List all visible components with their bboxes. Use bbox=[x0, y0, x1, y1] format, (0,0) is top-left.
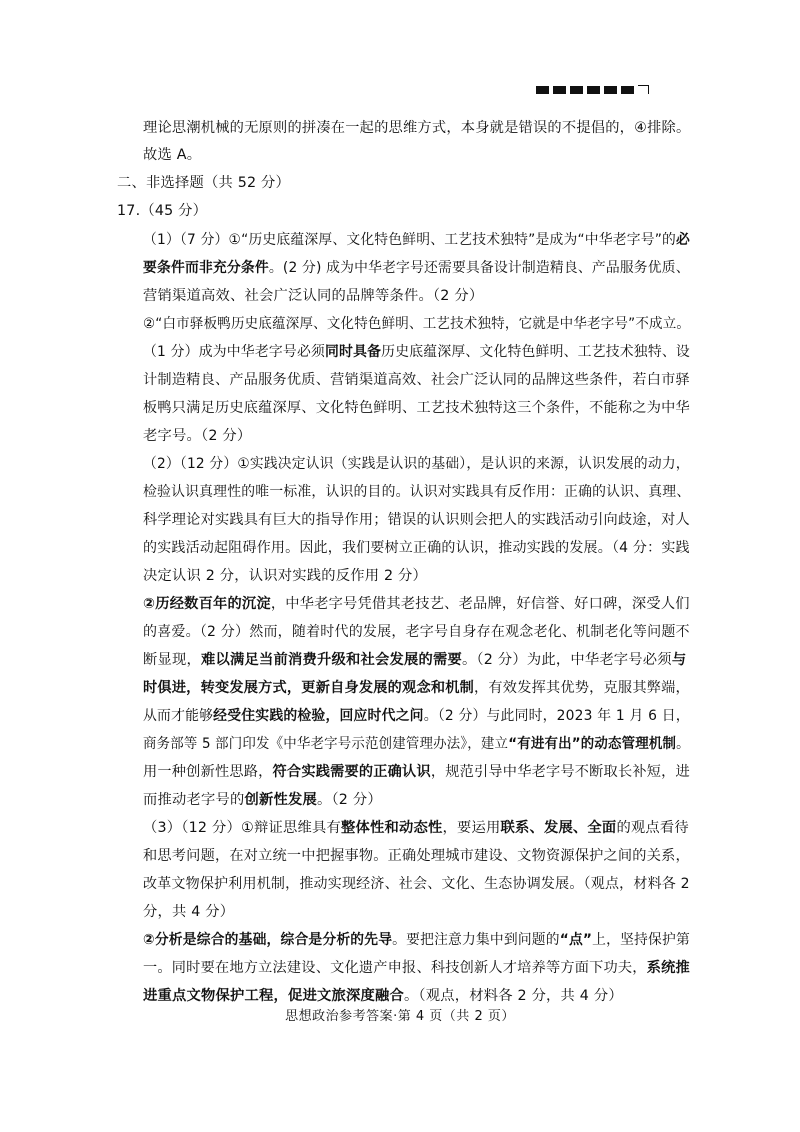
text-line bbox=[143, 986, 623, 1006]
text-line bbox=[143, 145, 201, 165]
text-line bbox=[143, 482, 690, 502]
section-heading bbox=[117, 173, 290, 193]
text-line bbox=[143, 930, 690, 950]
text-line bbox=[143, 762, 690, 782]
bold-text: 系统推 bbox=[646, 960, 690, 976]
text-line bbox=[143, 846, 690, 866]
text-line bbox=[143, 454, 690, 474]
text-line bbox=[143, 426, 251, 446]
bold-text: 联系、发展、全面 bbox=[500, 820, 617, 836]
bold-text: “点” bbox=[559, 932, 593, 948]
text-segment: 17.（45 分） bbox=[117, 203, 208, 219]
header-mark bbox=[536, 86, 549, 94]
text-segment: 分，共 4 分） bbox=[143, 904, 235, 920]
bold-text: 创新性发展 bbox=[244, 792, 317, 808]
text-line bbox=[143, 118, 690, 138]
text-segment: 老字号。（2 分） bbox=[143, 428, 252, 444]
text-segment: （2）（12 分）①实践决定认识（实践是认识的基础），是认识的来源，认识发展的动力， bbox=[143, 456, 690, 472]
bold-text: 符合实践需要的正确认识 bbox=[272, 764, 431, 780]
header-mark bbox=[587, 86, 600, 94]
text-segment: 科学理论对实践具有巨大的指导作用；错误的认识则会把人的实践活动引向歧途，对人 bbox=[143, 512, 690, 528]
page-footer: 思想政治参考答案·第 4 页（共 2 页） bbox=[285, 1009, 515, 1024]
text-line bbox=[143, 286, 483, 306]
text-segment: 改革文物保护利用机制，推动实现经济、社会、文化、生态协调发展。（观点，材料各 2 bbox=[143, 876, 690, 892]
text-line bbox=[143, 566, 427, 586]
text-segment: 理论思潮机械的无原则的拼凑在一起的思维方式，本身就是错误的不提倡的，④排除。 bbox=[143, 120, 691, 136]
text-segment: 用一种创新性思路， bbox=[143, 764, 273, 780]
text-segment: 而推动老字号的 bbox=[143, 792, 245, 808]
question-number bbox=[117, 201, 207, 221]
text-line bbox=[143, 902, 234, 922]
header-corner-mark bbox=[638, 85, 649, 94]
text-segment: 。(2 分) 成为中华老字号还需要具备设计制造精良、产品服务优质、 bbox=[268, 260, 690, 276]
text-segment: ，规范引导中华老字号不断取长补短，进 bbox=[430, 764, 690, 780]
text-segment: ，中华老字号凭借其老技艺、老品牌，好信誉、好口碑，深受人们 bbox=[270, 596, 690, 612]
bold-text: 进重点文物保护工程，促进文旅深度融合 bbox=[143, 988, 404, 1004]
text-line bbox=[143, 874, 690, 894]
bold-text: 整体性和动态性 bbox=[340, 820, 443, 836]
text-line bbox=[143, 650, 686, 670]
text-segment: 故选 A。 bbox=[143, 147, 202, 163]
text-segment: 决定认识 2 分，认识对实践的反作用 2 分） bbox=[143, 568, 428, 584]
text-segment: 从而才能够 bbox=[143, 708, 214, 724]
text-line bbox=[143, 314, 690, 334]
text-line bbox=[143, 734, 690, 754]
bold-text: 同时具备 bbox=[325, 344, 382, 360]
bold-text: ② bbox=[143, 596, 156, 612]
text-line bbox=[143, 342, 690, 362]
text-line bbox=[143, 538, 690, 558]
text-segment: 的喜爱。（2 分）然而，随着时代的发展，老字号自身存在观念老化、机制老化等问题不 bbox=[143, 624, 690, 640]
bold-text: 必 bbox=[676, 232, 691, 248]
bold-text: 历经数百年的沉淀 bbox=[155, 596, 271, 612]
text-segment: 营销渠道高效、社会广泛认同的品牌等条件。（2 分） bbox=[143, 288, 484, 304]
text-segment: （1）（7 分）①“历史底蕴深厚、文化特色鲜明、工艺技术独特”是成为“中华老字号”的 bbox=[143, 232, 677, 248]
text-segment: 上，坚持保护第 bbox=[592, 932, 690, 948]
bold-text: 与 bbox=[671, 652, 687, 668]
header-marks bbox=[536, 85, 649, 94]
text-line bbox=[143, 510, 690, 530]
text-segment: 。要把注意力集中到问题的 bbox=[392, 932, 560, 948]
text-segment: ，有效发挥其优势，克服其弊端， bbox=[474, 680, 690, 696]
text-segment: 检验认识真理性的唯一标准，认识的目的。认识对实践具有反作用：正确的认识、真理、 bbox=[143, 484, 691, 500]
header-mark bbox=[570, 86, 583, 94]
bold-text: 经受住实践的检验，回应时代之问 bbox=[213, 708, 424, 724]
text-segment: 板鸭只满足历史底蕴深厚、文化特色鲜明、工艺技术独特这三个条件，不能称之为中华 bbox=[143, 400, 690, 416]
text-segment: 断显现， bbox=[143, 652, 201, 668]
header-mark bbox=[621, 86, 634, 94]
header-mark bbox=[553, 86, 566, 94]
text-segment: 。 bbox=[676, 736, 690, 752]
text-segment: 历史底蕴深厚、文化特色鲜明、工艺技术独特、设 bbox=[381, 344, 690, 360]
text-line bbox=[143, 398, 690, 418]
text-segment: 二、非选择题（共 52 分） bbox=[117, 175, 291, 191]
text-segment: 和思考问题，在对立统一中把握事物。正确处理城市建设、文物资源保护之间的关系， bbox=[143, 848, 690, 864]
text-segment: 的观点看待 bbox=[616, 820, 689, 836]
bold-text: 要条件而非充分条件 bbox=[143, 260, 269, 276]
bold-text: “有进有出”的动态管理机制 bbox=[508, 736, 677, 752]
text-segment: 商务部等 5 部门印发《中华老字号示范创建管理办法》，建立 bbox=[143, 736, 509, 752]
text-line bbox=[143, 230, 690, 250]
text-segment: 。（2 分）与此同时，2023 年 1 月 6 日， bbox=[423, 708, 690, 724]
text-line bbox=[143, 790, 382, 810]
text-line bbox=[143, 818, 689, 838]
text-segment: 的实践活动起阻碍作用。因此，我们要树立正确的认识，推动实践的发展。（4 分：实践 bbox=[143, 540, 690, 556]
bold-text: ②分析是综合的基础，综合是分析的先导 bbox=[143, 932, 393, 948]
text-segment: 。（2 分） bbox=[316, 792, 382, 808]
bold-text: 难以满足当前消费升级和社会发展的需要 bbox=[201, 652, 462, 668]
text-segment: 计制造精良、产品服务优质、营销渠道高效、社会广泛认同的品牌这些条件，若白市驿 bbox=[143, 372, 690, 388]
text-segment: ，要运用 bbox=[442, 820, 501, 836]
text-line bbox=[143, 958, 690, 978]
text-segment: （1 分）成为中华老字号必须 bbox=[143, 344, 326, 360]
text-line bbox=[143, 594, 690, 614]
header-mark bbox=[604, 86, 617, 94]
text-segment: 一。同时要在地方立法建设、文化遗产申报、科技创新人才培养等方面下功夫， bbox=[143, 960, 647, 976]
text-line bbox=[143, 370, 690, 390]
text-line bbox=[143, 678, 690, 698]
text-segment: 。（2 分）为此，中华老字号必须 bbox=[461, 652, 672, 668]
text-line bbox=[143, 622, 690, 642]
text-segment: ②“白市驿板鸭历史底蕴深厚、文化特色鲜明、工艺技术独特，它就是中华老字号”不成立。 bbox=[143, 316, 691, 332]
text-line bbox=[143, 706, 690, 726]
bold-text: 时俱进，转变发展方式，更新自身发展的观念和机制 bbox=[143, 680, 475, 696]
text-line bbox=[143, 258, 690, 278]
text-segment: 。（观点，材料各 2 分，共 4 分） bbox=[403, 988, 623, 1004]
text-segment: （3）（12 分）①辩证思维具有 bbox=[143, 820, 341, 836]
